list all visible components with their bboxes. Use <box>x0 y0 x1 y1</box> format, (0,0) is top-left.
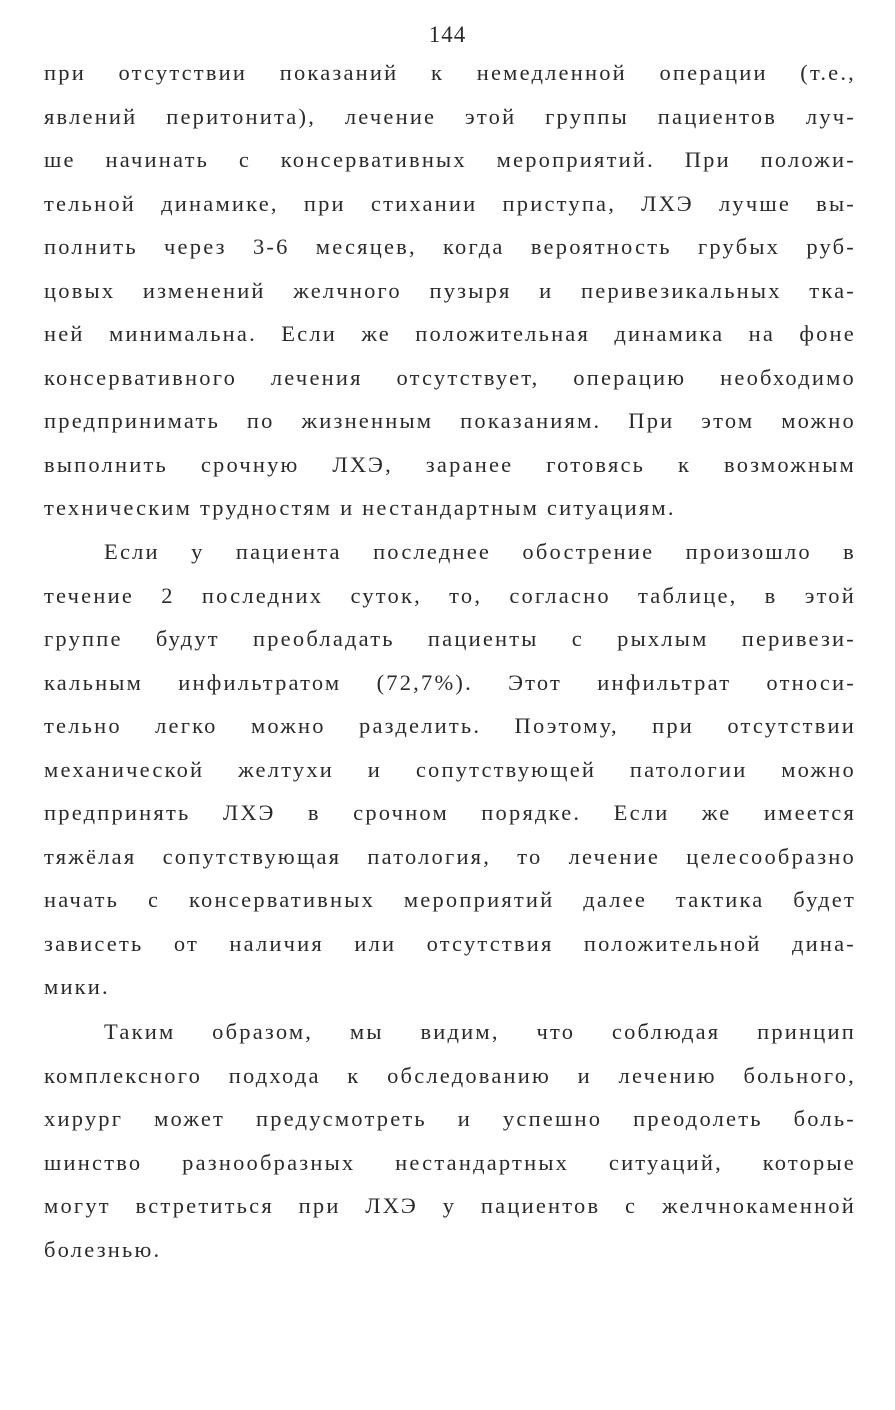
text-line: течение 2 последних суток, то, согласно таблице, в этой <box>44 582 856 608</box>
text-line: ше начинать с консервативных мероприятий. При положи- <box>44 147 856 172</box>
page-number: 144 <box>428 22 467 47</box>
text-line: комплексного подхода к обследованию и лечению больного, <box>44 1062 856 1088</box>
text-line: цовых изменений желчного пузыря и перивезикальных тка- <box>44 277 856 303</box>
text-line: тельно легко можно разделить. Поэтому, при отсутствии <box>44 713 856 738</box>
text-line: ней минимальна. Если же положительная динамика на фоне <box>44 321 856 346</box>
paragraph-1 <box>44 51 856 530</box>
text-line: тельной динамике, при стихании приступа, ЛХЭ лучше вы- <box>44 190 856 216</box>
text-line: шинство разнообразных нестандартных ситуаций, которые <box>44 1149 856 1175</box>
text-line: начать с консервативных мероприятий далее тактика будет <box>44 887 856 912</box>
text-line: Таким образом, мы видим, что соблюдая принцип <box>104 1019 856 1044</box>
text-line: при отсутствии показаний к немедленной операции (т.е., <box>44 60 856 85</box>
text-line: могут встретиться при ЛХЭ у пациентов с желчнокаменной <box>44 1193 856 1218</box>
text-line: зависеть от наличия или отсутствия положительной дина- <box>44 930 856 956</box>
paragraph-2 <box>44 530 856 1009</box>
text-line: консервативного лечения отсутствует, операцию необходимо <box>44 364 856 390</box>
text-line: механической желтухи и сопутствующей патологии можно <box>44 756 856 782</box>
text-line: кальным инфильтратом (72,7%). Этот инфильтрат относи- <box>44 669 856 695</box>
text-line: выполнить срочную ЛХЭ, заранее готовясь к возможным <box>44 451 856 477</box>
text-line: тяжёлая сопутствующая патология, то лечение целесообразно <box>44 843 856 869</box>
text-line: мики. <box>44 974 110 999</box>
text-line: полнить через 3-6 месяцев, когда вероятность грубых руб- <box>44 234 856 259</box>
text-line: предпринять ЛХЭ в срочном порядке. Если же имеется <box>44 800 856 825</box>
text-line: Если у пациента последнее обострение произошло в <box>104 539 856 564</box>
paragraph-3 <box>44 1010 856 1271</box>
text-line: болезнью. <box>44 1236 162 1262</box>
text-line: группе будут преобладать пациенты с рыхлым перивези- <box>44 626 856 651</box>
text-line: предпринимать по жизненным показаниям. При этом можно <box>44 408 856 433</box>
text-line: техническим трудностям и нестандартным ситуациям. <box>44 495 676 520</box>
text-line: явлений перитонита), лечение этой группы пациентов луч- <box>44 103 856 129</box>
text-line: хирург может предусмотреть и успешно преодолеть боль- <box>44 1106 856 1131</box>
